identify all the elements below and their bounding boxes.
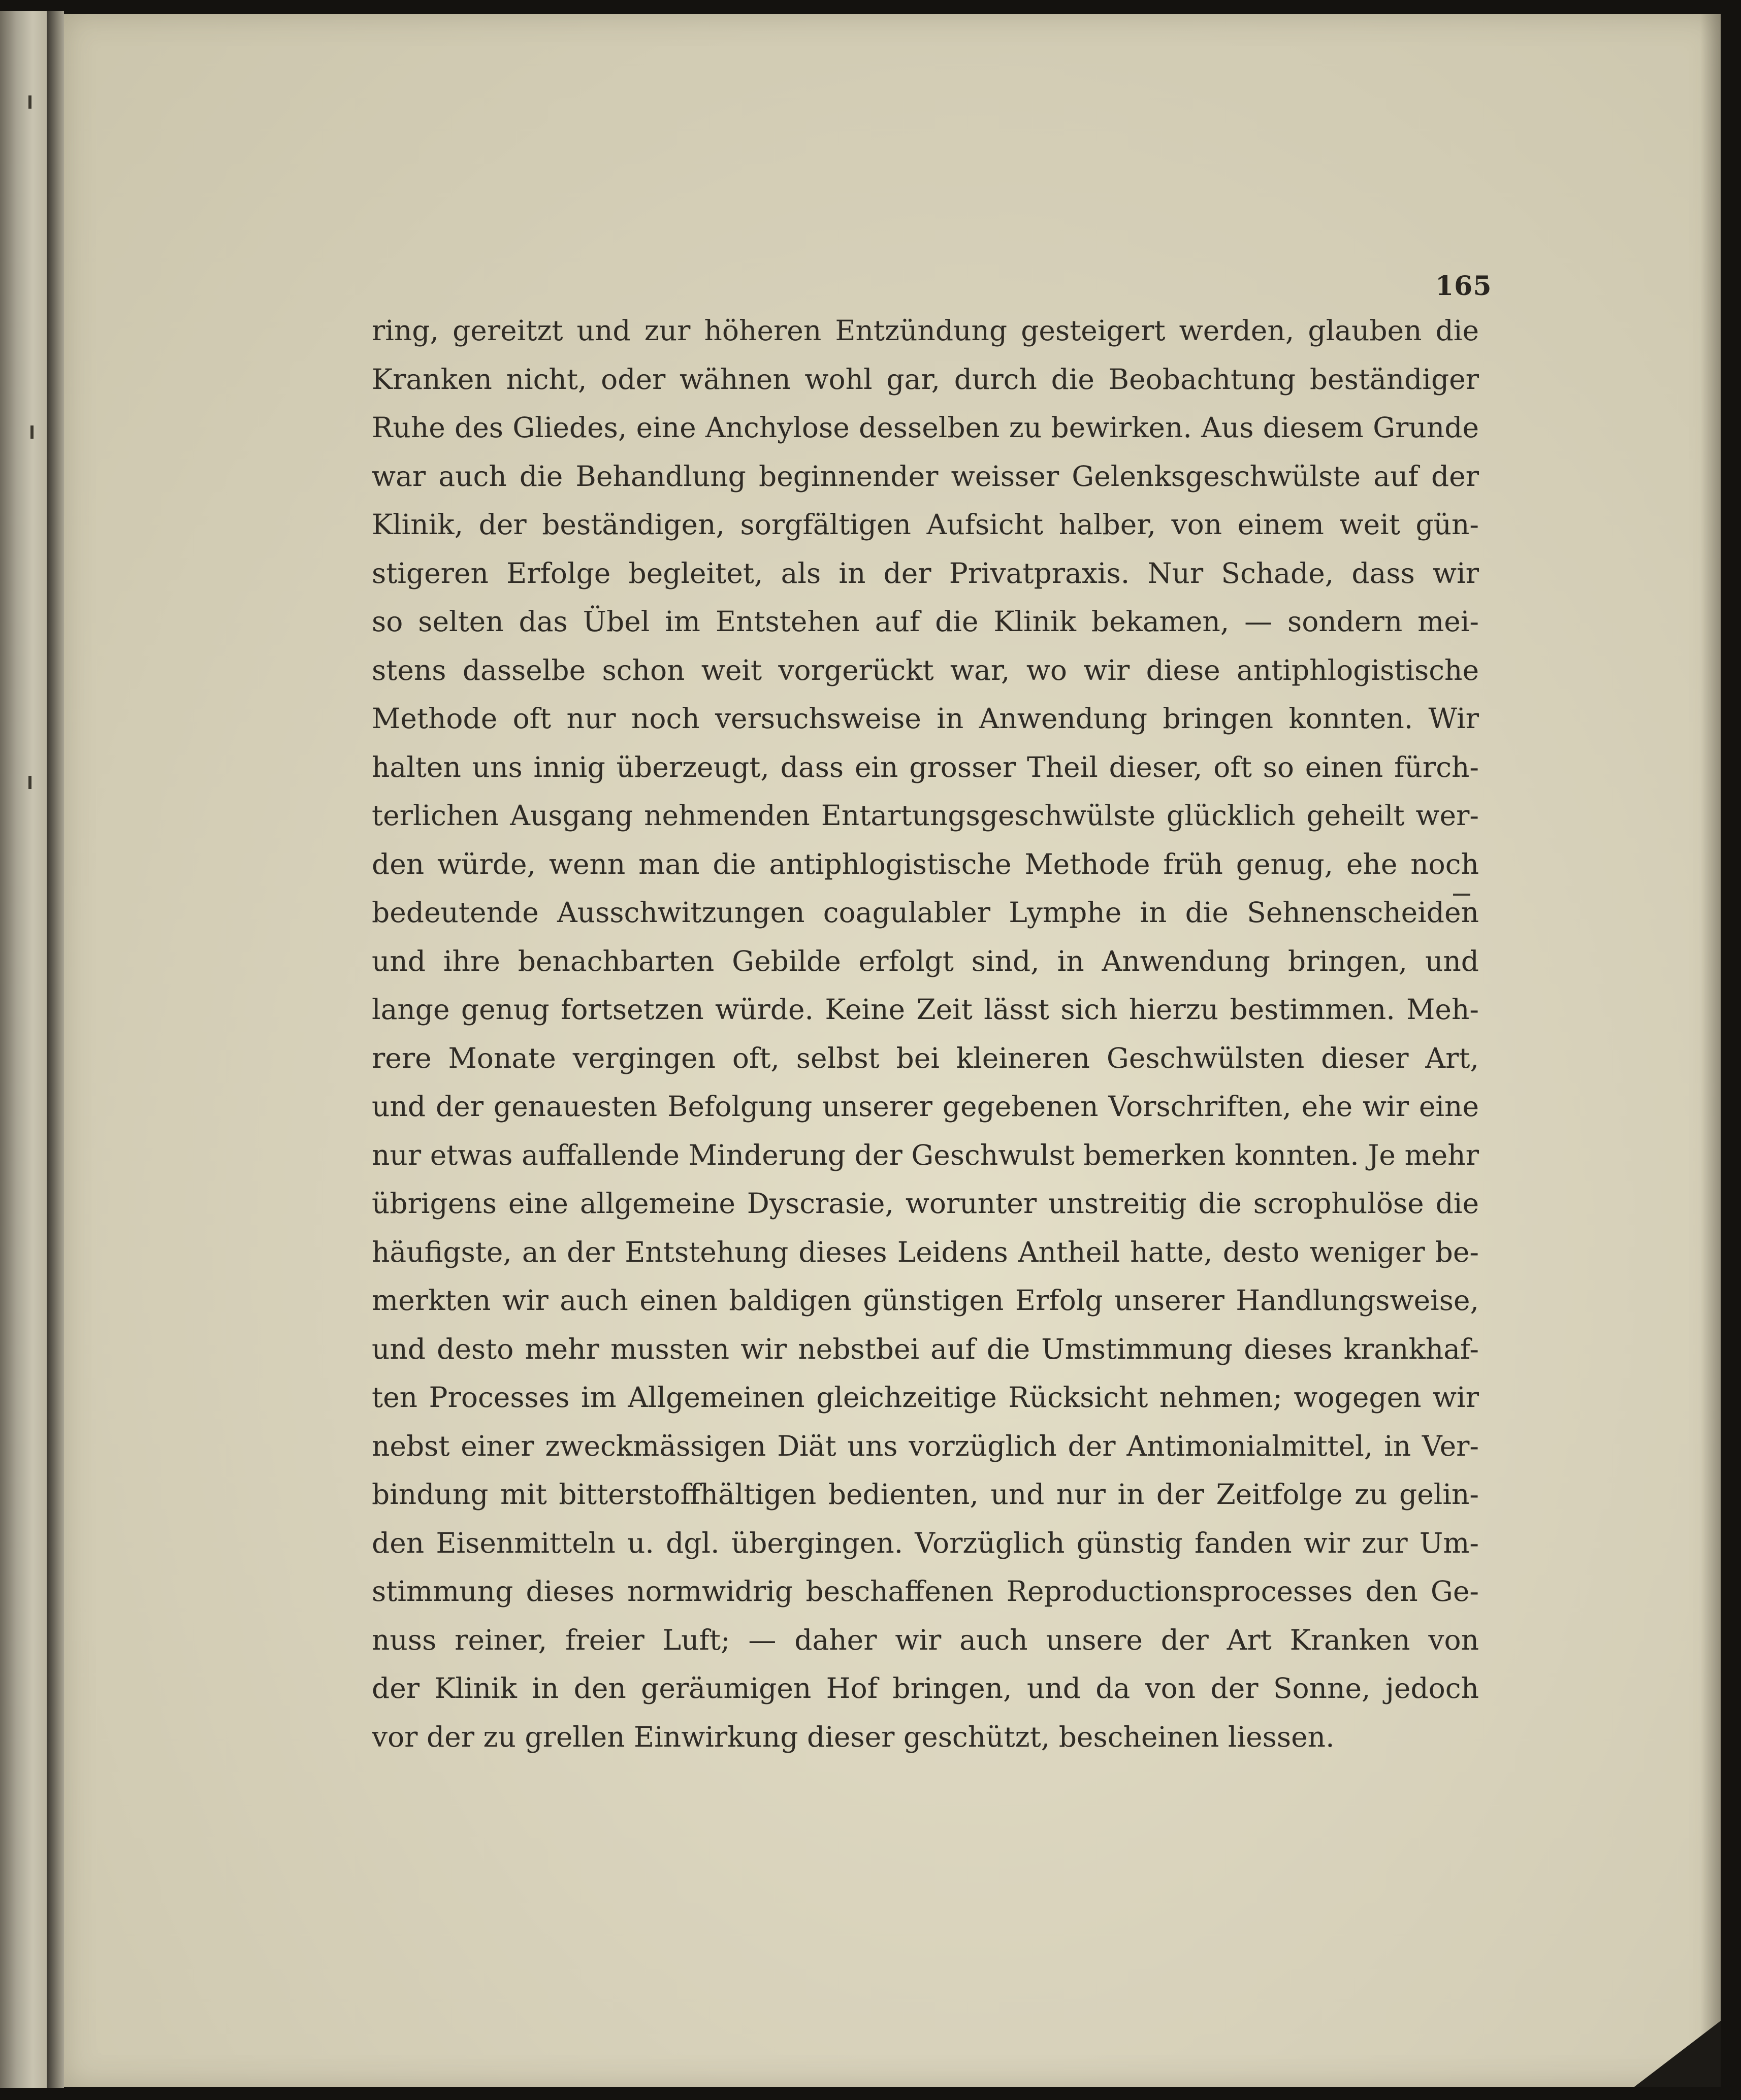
body-text — [372, 307, 1479, 1761]
text-line: merkten wir auch einen baldigen günstigen Erfolg unserer Handlungsweise, — [372, 1284, 1479, 1317]
folded-page-corner — [1634, 2021, 1721, 2087]
text-line: ring, gereitzt und zur höheren Entzündung gesteigert werden, glauben die — [372, 314, 1479, 347]
text-line: und der genauesten Befolgung unserer gegebenen Vorschriften, ehe wir eine — [372, 1090, 1479, 1123]
text-line: rere Monate vergingen oft, selbst bei kleineren Geschwülsten dieser Art, — [372, 1041, 1479, 1074]
text-line: lange genug fortsetzen würde. Keine Zeit lässt sich hierzu bestimmen. Meh- — [372, 993, 1479, 1026]
text-line: häufigste, an der Entstehung dieses Leidens Antheil hatte, desto weniger be- — [372, 1235, 1479, 1268]
text-line: ten Processes im Allgemeinen gleichzeitige Rücksicht nehmen; wogegen wir — [372, 1381, 1479, 1414]
text-line: den würde, wenn man die antiphlogistische Methode früh genug, ehe noch — [372, 847, 1479, 880]
left-page-edge — [0, 11, 47, 2088]
text-line: so selten das Übel im Entstehen auf die Klinik bekamen, — sondern mei- — [372, 605, 1479, 638]
text-line: stimmung dieses normwidrig beschaffenen Reproductionsprocesses den Ge- — [372, 1575, 1479, 1607]
text-line: stigeren Erfolge begleitet, als in der Privatpraxis. Nur Schade, dass wir — [372, 556, 1479, 589]
text-line: nur etwas auffallende Minderung der Geschwulst bemerken konnten. Je mehr — [372, 1138, 1479, 1171]
text-line: halten uns innig überzeugt, dass ein grosser Theil dieser, oft so einen fürch- — [372, 750, 1479, 783]
margin-mark-top — [28, 95, 31, 109]
page-number: 165 — [1435, 271, 1492, 302]
page-edge-shadow — [1700, 14, 1721, 2087]
text-line: übrigens eine allgemeine Dyscrasie, worunter unstreitig die scrophulöse die — [372, 1187, 1479, 1220]
text-line: bindung mit bitterstoffhältigen bedienten, und nur in der Zeitfolge zu gelin- — [372, 1478, 1479, 1511]
text-line: Methode oft nur noch versuchsweise in Anwendung bringen konnten. Wir — [372, 702, 1479, 735]
text-line-last: vor der zu grellen Einwirkung dieser geschützt, bescheinen liessen. — [372, 1720, 1335, 1753]
text-line: bedeutende Ausschwitzungen coagulabler Lymphe in die Sehnenscheiden — [372, 896, 1479, 929]
margin-mark-lower — [28, 776, 31, 789]
text-line: stens dasselbe schon weit vorgerückt war, wo wir diese antiphlogistische — [372, 653, 1479, 686]
text-line: und desto mehr mussten wir nebstbei auf die Umstimmung dieses krankhaf- — [372, 1332, 1479, 1365]
text-line: der Klinik in den geräumigen Hof bringen, und da von der Sonne, jedoch — [372, 1672, 1479, 1704]
text-line: nuss reiner, freier Luft; — daher wir auch unsere der Art Kranken von — [372, 1623, 1479, 1656]
text-line: Klinik, der beständigen, sorgfältigen Aufsicht halber, von einem weit gün- — [372, 508, 1479, 541]
gutter-shadow — [47, 11, 64, 2088]
text-line: terlichen Ausgang nehmenden Entartungsgeschwülste glücklich geheilt wer- — [372, 799, 1479, 832]
margin-mark-middle — [30, 425, 34, 439]
book-page — [64, 14, 1721, 2087]
text-line: nebst einer zweckmässigen Diät uns vorzüglich der Antimonialmittel, in Ver- — [372, 1429, 1479, 1462]
text-line: war auch die Behandlung beginnender weisser Gelenksgeschwülste auf der — [372, 460, 1479, 493]
text-line: und ihre benachbarten Gebilde erfolgt sind, in Anwendung bringen, und — [372, 944, 1479, 977]
text-line: Kranken nicht, oder wähnen wohl gar, durch die Beobachtung beständiger — [372, 363, 1479, 396]
text-line: Ruhe des Gliedes, eine Anchylose desselben zu bewirken. Aus diesem Grunde — [372, 411, 1479, 444]
text-line: den Eisenmitteln u. dgl. übergingen. Vorzüglich günstig fanden wir zur Um- — [372, 1526, 1479, 1559]
